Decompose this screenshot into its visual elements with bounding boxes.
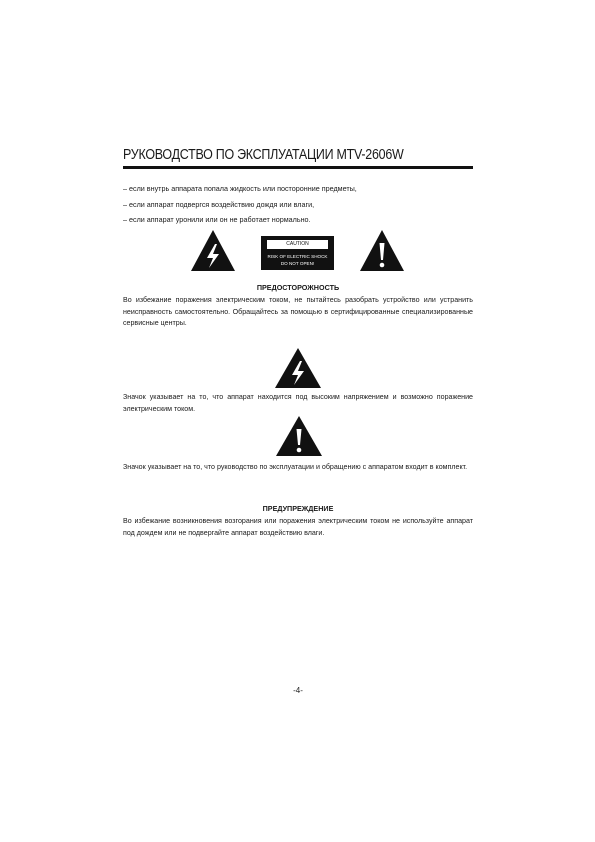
precaution-heading: ПРЕДОСТОРОЖНОСТЬ [256,283,340,292]
exclamation-warning-icon [358,228,406,273]
lightning-note: Значок указывает на то, что аппарат находится под высоким напряжением и возможно поражение электрическим током. [123,393,473,413]
exclamation-warning-icon [275,415,323,457]
lightning-warning-icon [189,228,237,273]
page-number: -4- [293,686,303,695]
caution-line: DO NOT OPEN! [280,261,315,266]
caution-title: CAUTION [267,240,328,249]
warning-heading: ПРЕДУПРЕЖДЕНИЕ [262,504,334,513]
exclamation-note: Значок указывает на то, что руководство по эксплуатации и обращению с аппаратом входит в комплект. [123,463,468,471]
caution-line: RISK OF ELECTRIC SHOCK [267,254,328,259]
bullet-item: – если внутрь аппарата попала жидкость или посторонние предметы, [123,184,357,193]
caution-label [261,236,334,270]
bullet-item: – если аппарат уронили или он не работает нормально. [123,215,311,224]
precaution-text: Во избежание поражения электрическим током, не пытайтесь разобрать устройство или устранить неисправность самостоятельно. Обращайтесь за помощью в сертифицированные специализированные сервисные центры. [123,296,473,327]
bullet-item: – если аппарат подвергся воздействию дождя или влаги, [123,200,315,209]
page-title: РУКОВОДСТВО ПО ЭКСПЛУАТАЦИИ MTV-2606W [123,147,404,163]
warning-text: Во избежание возникновения возгорания или поражения электрическим током не используйте аппарат под дождем или не подвергайте аппарат воздействию влаги. [123,517,473,537]
lightning-warning-icon [274,347,322,389]
title-rule [123,166,473,169]
